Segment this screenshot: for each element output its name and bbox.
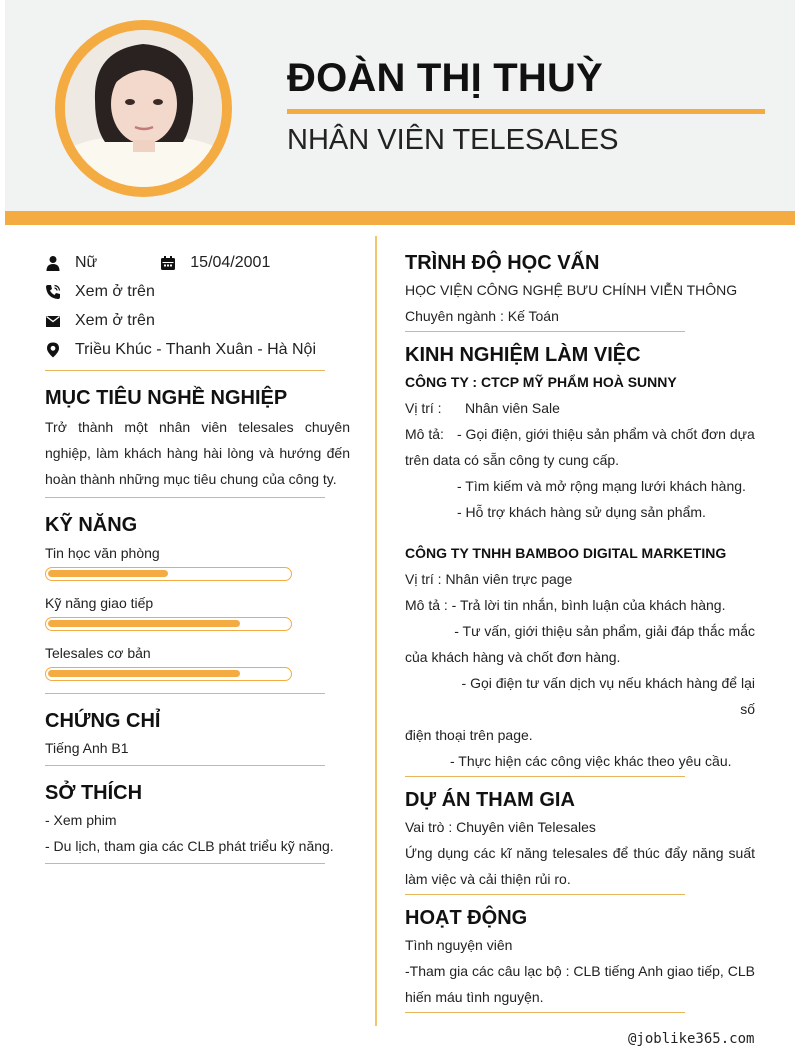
column-divider bbox=[375, 236, 377, 1026]
education-major: Chuyên ngành : Kế Toán bbox=[405, 308, 559, 324]
skills-list bbox=[45, 543, 350, 681]
skills-title: KỸ NĂNG bbox=[45, 514, 138, 536]
right-column bbox=[405, 252, 755, 1013]
hobby-item: - Xem phim bbox=[45, 812, 117, 828]
activities-title: HOẠT ĐỘNG bbox=[405, 907, 528, 929]
objective-title: MỤC TIÊU NGHỀ NGHIỆP bbox=[45, 387, 288, 409]
gender-item bbox=[45, 253, 97, 273]
job-desc-line: Mô tả : - Trả lời tin nhắn, bình luận của khách hàng. bbox=[405, 597, 726, 613]
job-desc-line: điện thoại trên page. bbox=[405, 727, 533, 743]
left-column bbox=[45, 248, 350, 864]
location-pin-icon bbox=[45, 340, 75, 360]
experience-title: KINH NGHIỆM LÀM VIỆC bbox=[405, 344, 641, 366]
job-company: CÔNG TY : CTCP MỸ PHẨM HOÀ SUNNY bbox=[405, 374, 677, 390]
projects-text: Ứng dụng các kĩ năng telesales để thúc đẩy năng suất làm việc và cải thiện rủi ro. bbox=[405, 845, 755, 887]
skill-item bbox=[45, 593, 350, 631]
hobby-item: - Du lịch, tham gia các CLB phát triểu kỹ năng. bbox=[45, 838, 334, 854]
job-desc-line: - Tìm kiếm và mở rộng mạng lưới khách hàng. bbox=[457, 478, 746, 494]
gender-birthdate-row bbox=[45, 248, 350, 277]
job-position-label: Vị trí : bbox=[405, 400, 442, 416]
education-school: HỌC VIỆN CÔNG NGHỆ BƯU CHÍNH VIỄN THÔNG bbox=[405, 282, 738, 298]
separator bbox=[405, 331, 685, 332]
skill-item bbox=[45, 543, 350, 581]
header-accent-bar bbox=[5, 211, 795, 225]
job-position-row bbox=[405, 395, 755, 421]
skill-label: Kỹ năng giao tiếp bbox=[45, 595, 154, 611]
job-desc-line: trên data có sẵn công ty cung cấp. bbox=[405, 452, 620, 468]
avatar-photo bbox=[65, 30, 222, 187]
skill-bar-fill bbox=[48, 620, 240, 627]
activities-line: -Tham gia các câu lạc bộ : CLB tiếng Anh giao tiếp, CLB hiến máu tình nguyện. bbox=[405, 963, 755, 1005]
job-position-line: Vị trí : Nhân viên trực page bbox=[405, 571, 573, 587]
skill-bar bbox=[45, 617, 292, 631]
projects-title: DỰ ÁN THAM GIA bbox=[405, 789, 575, 811]
candidate-name: ĐOÀN THỊ THUỲ bbox=[287, 56, 603, 100]
separator bbox=[45, 370, 325, 371]
birthdate-item bbox=[160, 253, 270, 273]
birthdate-value: 15/04/2001 bbox=[190, 253, 271, 271]
person-icon bbox=[45, 253, 75, 273]
skill-bar-fill bbox=[48, 570, 168, 577]
calendar-icon bbox=[160, 253, 190, 273]
skill-bar-fill bbox=[48, 670, 240, 677]
job-desc-line: của khách hàng và chốt đơn hàng. bbox=[405, 649, 621, 665]
skill-bar bbox=[45, 667, 292, 681]
name-underline bbox=[287, 109, 765, 114]
job-desc-line: - Gọi điện, giới thiệu sản phẩm và chốt đơn dựa bbox=[457, 426, 755, 442]
mail-icon bbox=[45, 311, 75, 331]
activities-line: Tình nguyện viên bbox=[405, 937, 513, 953]
skill-label: Tin học văn phòng bbox=[45, 545, 160, 561]
job-company: CÔNG TY TNHH BAMBOO DIGITAL MARKETING bbox=[405, 545, 727, 561]
gender-value: Nữ bbox=[75, 253, 98, 271]
job-desc-line: - Tư vấn, giới thiệu sản phẩm, giải đáp thắc mắc bbox=[454, 623, 755, 639]
hobbies-title: SỞ THÍCH bbox=[45, 782, 143, 804]
skill-item bbox=[45, 643, 350, 681]
job-position-value: Nhân viên Sale bbox=[465, 400, 560, 416]
job-desc-line: - Gọi điện tư vấn dịch vụ nếu khách hàng để lại số bbox=[461, 675, 755, 717]
address-row bbox=[45, 335, 350, 364]
phone-row bbox=[45, 277, 350, 306]
separator bbox=[405, 776, 685, 777]
email-row bbox=[45, 306, 350, 335]
education-title: TRÌNH ĐỘ HỌC VẤN bbox=[405, 252, 600, 274]
phone-value: Xem ở trên bbox=[75, 282, 155, 300]
objective-text: Trở thành một nhân viên telesales chuyên nghiệp, làm khách hàng hài lòng và hướng đến hoàn thành những mục tiêu chung của công ty. bbox=[45, 419, 350, 487]
certificates-text: Tiếng Anh B1 bbox=[45, 740, 129, 756]
address-value: Triều Khúc - Thanh Xuân - Hà Nội bbox=[75, 340, 317, 358]
certificates-title: CHỨNG CHỈ bbox=[45, 710, 161, 732]
phone-icon bbox=[45, 282, 75, 302]
job-desc-label: Mô tả: bbox=[405, 426, 444, 442]
skill-bar bbox=[45, 567, 292, 581]
email-value: Xem ở trên bbox=[75, 311, 155, 329]
job-desc-line: - Thực hiện các công việc khác theo yêu cầu. bbox=[450, 753, 732, 769]
separator bbox=[405, 894, 685, 895]
job-desc-line: - Hỗ trợ khách hàng sử dụng sản phẩm. bbox=[457, 504, 706, 520]
separator bbox=[45, 693, 325, 694]
skill-label: Telesales cơ bản bbox=[45, 645, 151, 661]
watermark: @joblike365.com bbox=[628, 1031, 755, 1047]
job-desc-row bbox=[405, 421, 755, 447]
job-title: NHÂN VIÊN TELESALES bbox=[287, 124, 619, 156]
projects-role: Vai trò : Chuyên viên Telesales bbox=[405, 819, 596, 835]
avatar bbox=[65, 30, 222, 187]
separator bbox=[405, 1012, 685, 1013]
separator bbox=[45, 497, 325, 498]
separator bbox=[45, 765, 325, 766]
separator bbox=[45, 863, 325, 864]
